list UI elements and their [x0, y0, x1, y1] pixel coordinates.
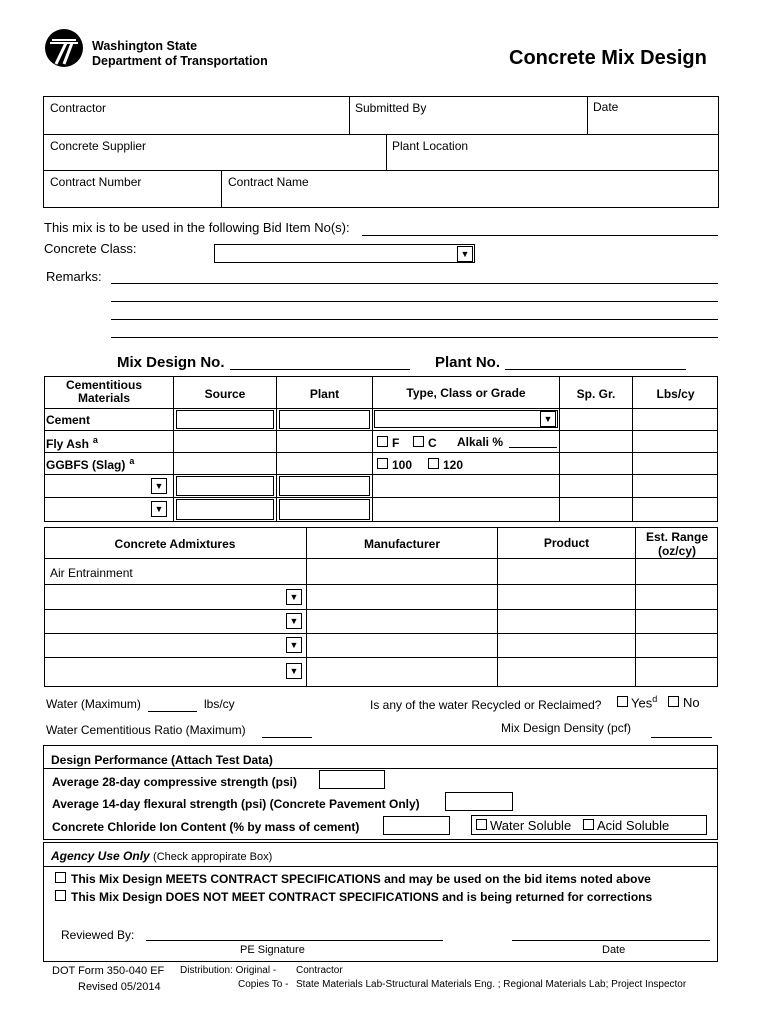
- row-cement: Cement: [46, 413, 91, 427]
- bid-item-input[interactable]: [362, 235, 718, 236]
- wsdot-logo: [44, 28, 84, 68]
- header-oz-cy: (oz/cy): [657, 544, 696, 558]
- row-ggbfs: [46, 456, 134, 472]
- alkali-input[interactable]: [509, 447, 557, 448]
- agency-title: [51, 849, 272, 863]
- performance-title: Design Performance (Attach Test Data): [51, 753, 273, 767]
- chevron-down-icon[interactable]: ▼: [457, 246, 473, 262]
- copies-list: State Materials Lab-Structural Materials Eng. ; Regional Materials Lab; Project Inspector: [296, 979, 687, 990]
- distribution-label: Distribution: Original -: [180, 965, 277, 976]
- review-date-input[interactable]: [512, 940, 710, 941]
- contract-number-field[interactable]: Contract Number: [50, 175, 142, 189]
- mix-design-no-input[interactable]: [230, 369, 410, 370]
- not-meet-spec-label: This Mix Design DOES NOT MEET CONTRACT SPECIFICATIONS and is being returned for corrections: [71, 890, 653, 904]
- admixture-row4-select[interactable]: ▼: [286, 637, 302, 653]
- air-entrainment-label: Air Entrainment: [50, 566, 133, 580]
- header-plant: Plant: [309, 387, 340, 401]
- cement-type-select[interactable]: [374, 410, 558, 428]
- header-source: Source: [204, 387, 246, 401]
- org-name-line2: Department of Transportation: [92, 54, 268, 68]
- cementitious-row4-select[interactable]: [44, 475, 173, 497]
- revised-date: Revised 05/2014: [78, 981, 161, 993]
- fly-ash-f-checkbox[interactable]: [377, 436, 388, 447]
- concrete-class-label: Concrete Class:: [44, 241, 137, 256]
- distribution-contractor: Contractor: [296, 965, 343, 976]
- row-ggbfs-label: GGBFS (Slag): [46, 458, 126, 472]
- date-caption: Date: [602, 944, 626, 956]
- acid-soluble-checkbox[interactable]: [583, 819, 594, 830]
- row5-plant-input[interactable]: [279, 499, 370, 520]
- form-number: DOT Form 350-040 EF: [52, 965, 165, 977]
- date-field[interactable]: Date: [593, 100, 619, 114]
- bid-item-label: This mix is to be used in the following Bid Item No(s):: [44, 220, 350, 235]
- flexural14-input[interactable]: [445, 792, 513, 811]
- strength28-label: Average 28-day compressive strength (psi): [52, 775, 297, 789]
- fly-ash-f-label: F: [392, 436, 400, 450]
- yes-sup: d: [652, 694, 658, 704]
- page-title: Concrete Mix Design: [509, 47, 707, 69]
- admixture-row2-select[interactable]: ▼: [286, 589, 302, 605]
- water-max-label: Water (Maximum): [46, 697, 141, 711]
- water-soluble-checkbox[interactable]: [476, 819, 487, 830]
- plant-no-input[interactable]: [505, 369, 686, 370]
- row4-plant-input[interactable]: [279, 476, 370, 496]
- remarks-line-3[interactable]: [111, 319, 718, 320]
- slag-120-label: 120: [443, 458, 464, 472]
- row-fly-ash-sup: a: [92, 435, 98, 445]
- row4-source-input[interactable]: [176, 476, 274, 496]
- concrete-class-select[interactable]: [214, 244, 475, 263]
- water-soluble-label: Water Soluble: [490, 818, 572, 833]
- not-meet-spec-checkbox[interactable]: [55, 890, 66, 901]
- org-name-line1: Washington State: [92, 39, 198, 53]
- water-max-input[interactable]: [148, 711, 197, 712]
- recycled-yes-checkbox[interactable]: [617, 696, 628, 707]
- wc-ratio-input[interactable]: [262, 737, 312, 738]
- meets-spec-checkbox[interactable]: [55, 872, 66, 883]
- fly-ash-c-checkbox[interactable]: [413, 436, 424, 447]
- flexural14-label: Average 14-day flexural strength (psi) (Concrete Pavement Only): [52, 797, 420, 811]
- remarks-line-1[interactable]: [111, 283, 718, 284]
- plant-no-label: Plant No.: [435, 354, 501, 371]
- chloride-input[interactable]: [383, 816, 450, 835]
- density-input[interactable]: [651, 737, 712, 738]
- yes-text: Yes: [631, 695, 653, 711]
- header-cementitious: [44, 379, 164, 405]
- header-manufacturer: Manufacturer: [363, 537, 440, 551]
- cement-plant-input[interactable]: [279, 410, 370, 429]
- mix-design-no-label: Mix Design No.: [117, 354, 225, 371]
- contract-name-field[interactable]: Contract Name: [228, 175, 309, 189]
- acid-soluble-label: Acid Soluble: [597, 818, 670, 833]
- admixtures-table: [44, 527, 718, 687]
- header-cementitious-text: Cementitious Materials: [65, 378, 142, 405]
- recycled-no-checkbox[interactable]: [668, 696, 679, 707]
- copies-to-label: Copies To -: [238, 979, 289, 990]
- fly-ash-c-label: C: [428, 436, 437, 450]
- cement-source-input[interactable]: [176, 410, 274, 429]
- alkali-label: Alkali %: [457, 435, 504, 449]
- row5-source-input[interactable]: [176, 499, 274, 520]
- agency-title-bold: Agency Use Only: [51, 849, 150, 863]
- chevron-down-icon[interactable]: ▼: [151, 501, 167, 517]
- remarks-label: Remarks:: [46, 269, 102, 284]
- slag-120-checkbox[interactable]: [428, 458, 439, 469]
- density-label: Mix Design Density (pcf): [501, 721, 632, 735]
- admixture-row3-select[interactable]: ▼: [286, 613, 302, 629]
- row-fly-ash: [46, 435, 98, 451]
- header-sp-gr: Sp. Gr.: [576, 387, 616, 401]
- remarks-line-4[interactable]: [111, 337, 718, 338]
- slag-100-label: 100: [392, 458, 413, 472]
- reviewed-by-label: Reviewed By:: [61, 928, 135, 942]
- header-admixtures: Concrete Admixtures: [114, 537, 236, 551]
- remarks-line-2[interactable]: [111, 301, 718, 302]
- recycled-question: Is any of the water Recycled or Reclaimed?: [370, 698, 602, 712]
- header-lbs-cy: Lbs/cy: [656, 387, 695, 401]
- agency-title-suffix: (Check appropirate Box): [153, 851, 273, 863]
- row-ggbfs-sup: a: [129, 456, 135, 466]
- cementitious-row5-select[interactable]: [44, 498, 173, 520]
- row-fly-ash-label: Fly Ash: [46, 437, 89, 451]
- header-product: Product: [543, 536, 590, 550]
- header-type-class: Type, Class or Grade: [406, 386, 526, 400]
- chevron-down-icon[interactable]: ▼: [540, 411, 556, 427]
- header-est-range: Est. Range: [645, 530, 708, 544]
- plant-location-field[interactable]: Plant Location: [392, 139, 469, 153]
- chloride-label: Concrete Chloride Ion Content (% by mass of cement): [52, 820, 360, 834]
- admixture-row5-select[interactable]: ▼: [286, 663, 302, 679]
- strength28-input[interactable]: [319, 770, 385, 789]
- submitted-by-field[interactable]: Submitted By: [355, 101, 427, 115]
- water-unit: lbs/cy: [204, 697, 235, 711]
- pe-signature-input[interactable]: [146, 940, 443, 941]
- slag-100-checkbox[interactable]: [377, 458, 388, 469]
- contractor-field[interactable]: Contractor: [50, 101, 107, 115]
- recycled-yes-label: [631, 694, 657, 710]
- pe-signature-caption: PE Signature: [240, 944, 305, 956]
- concrete-supplier-field[interactable]: Concrete Supplier: [50, 139, 147, 153]
- meets-spec-label: This Mix Design MEETS CONTRACT SPECIFICATIONS and may be used on the bid items noted above: [71, 872, 651, 886]
- recycled-no-label: No: [683, 695, 700, 710]
- chevron-down-icon[interactable]: ▼: [151, 478, 167, 494]
- wc-ratio-label: Water Cementitious Ratio (Maximum): [46, 723, 246, 737]
